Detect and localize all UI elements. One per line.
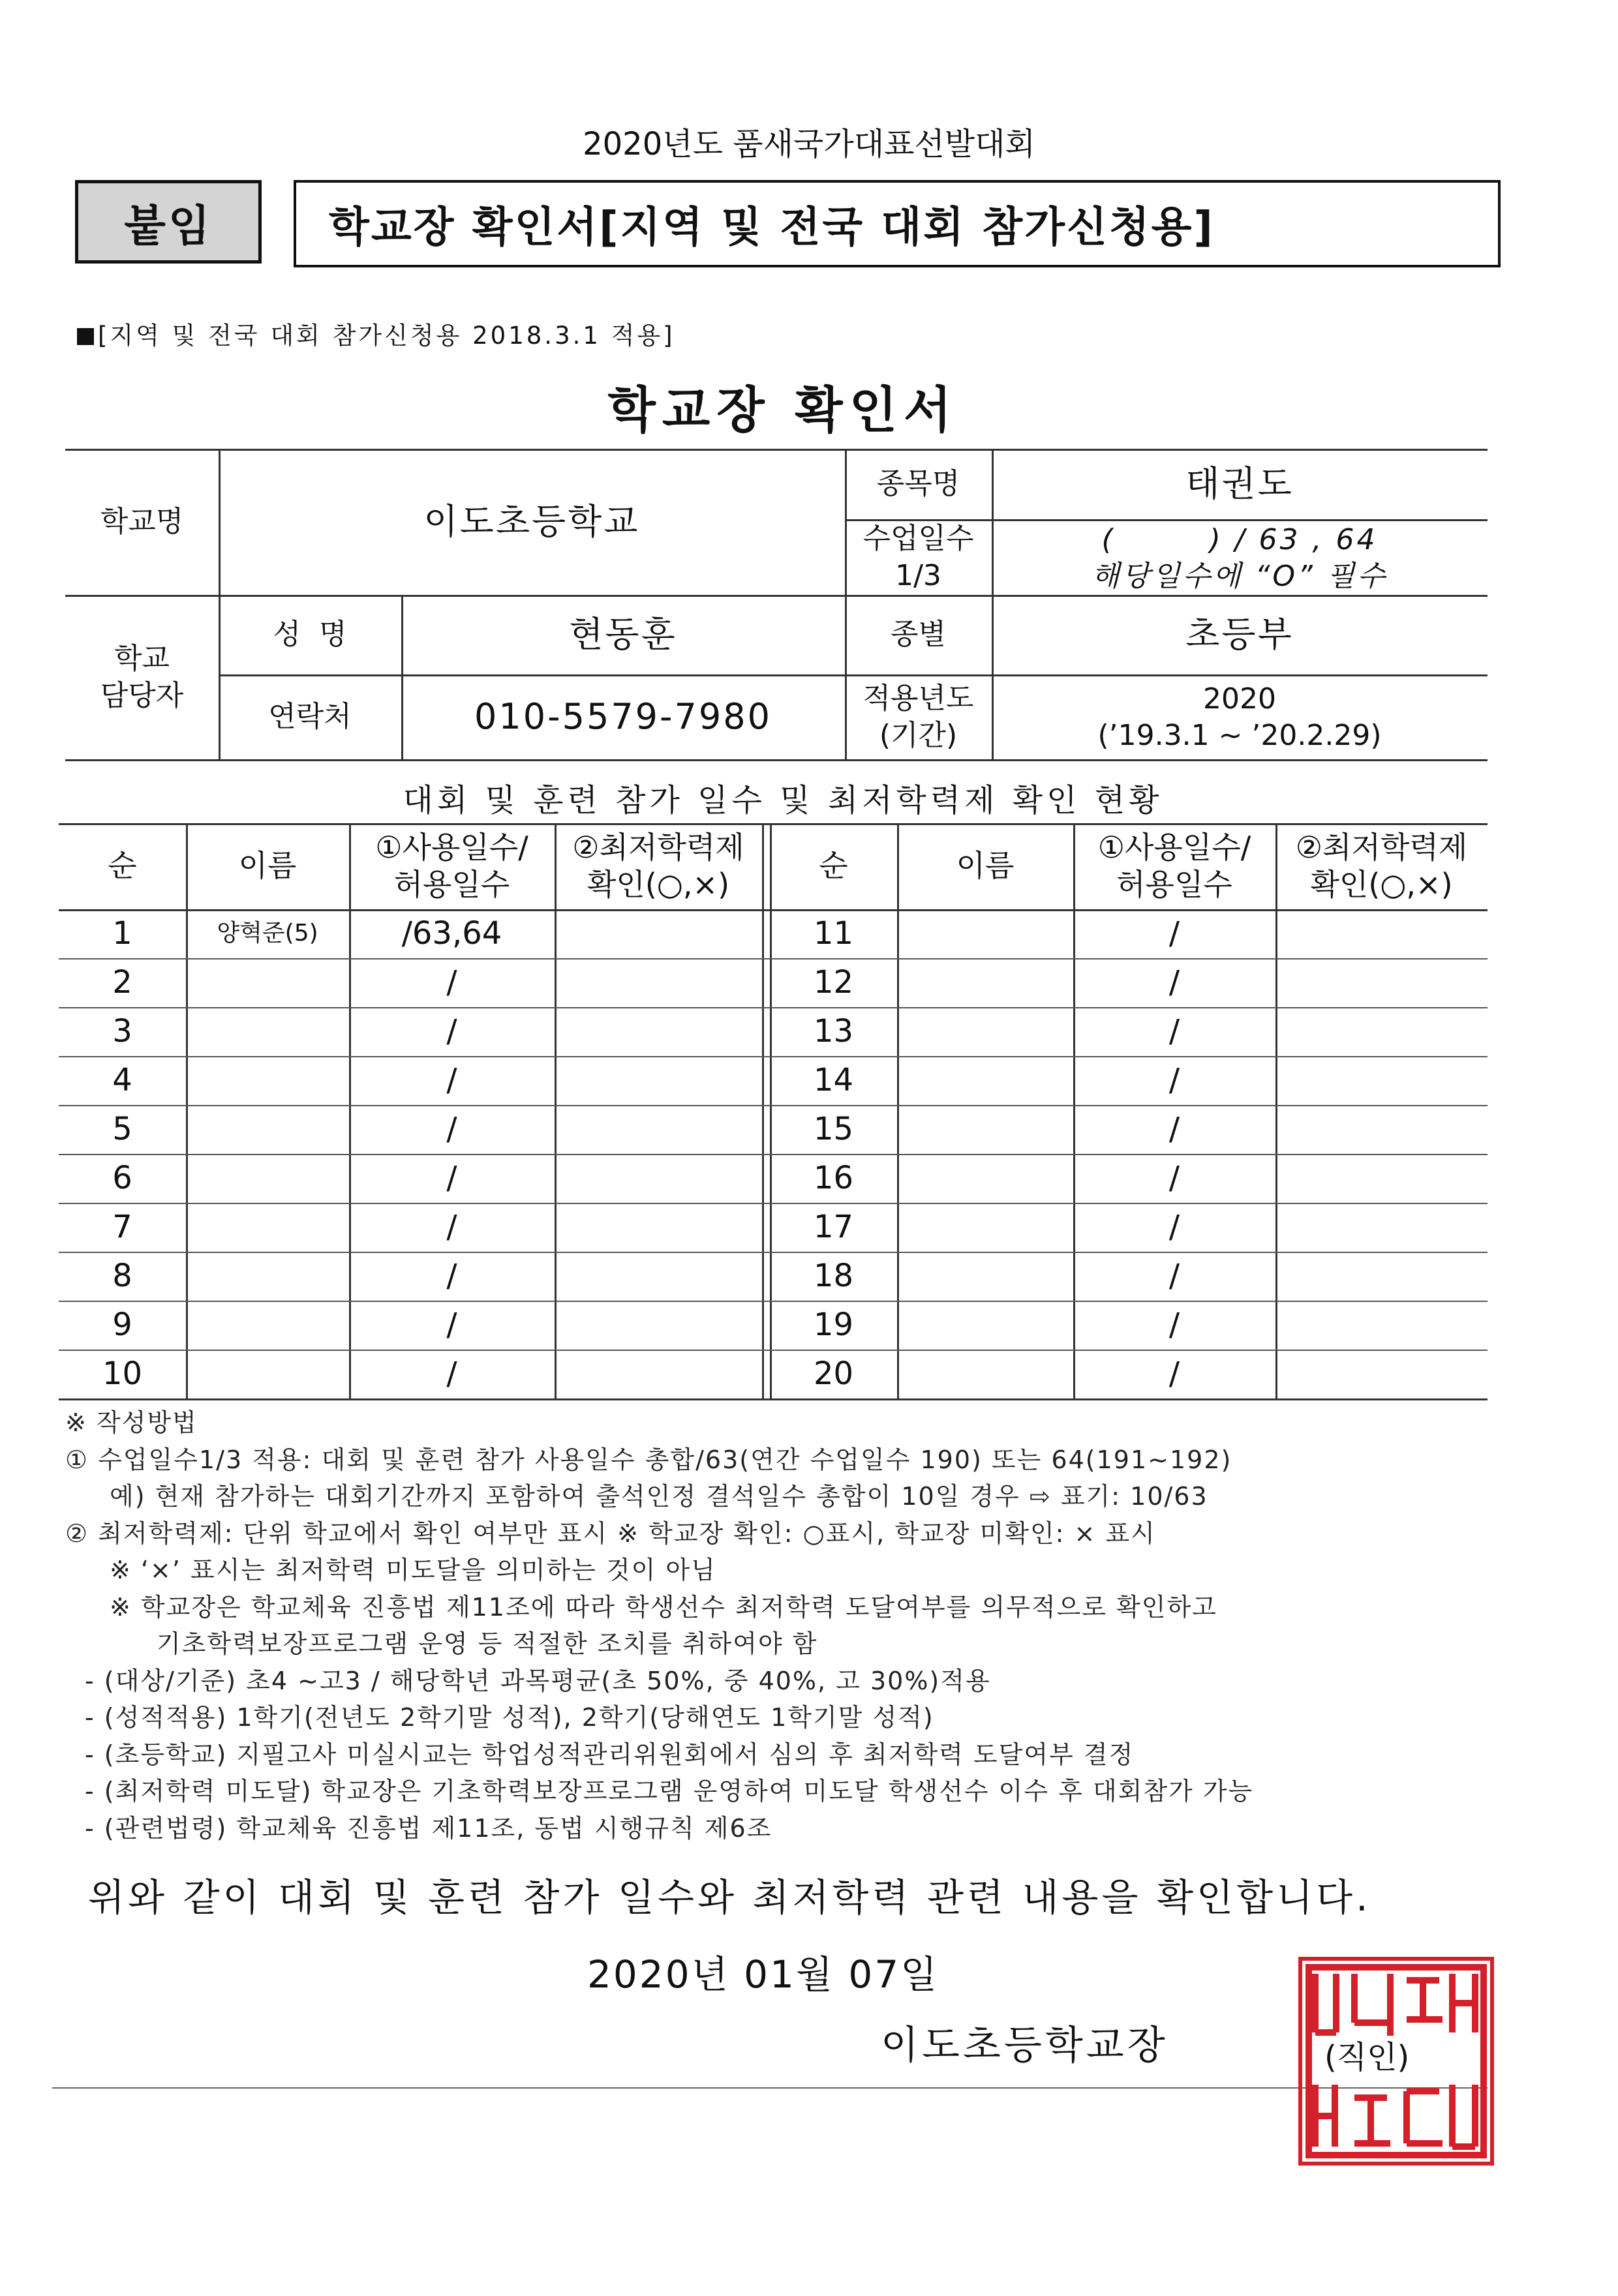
cell-check — [555, 1301, 762, 1350]
cell-name — [186, 958, 349, 1007]
school-name-label: 학교명 — [100, 505, 184, 539]
cell-name — [897, 1056, 1073, 1105]
cell-check — [1275, 1007, 1488, 1056]
cell-days: / — [446, 1355, 457, 1393]
header-name-right: 이름 — [956, 848, 1015, 884]
cell-days: / — [446, 1307, 457, 1344]
cell-no: 2 — [112, 964, 132, 1001]
cell-name — [186, 1105, 349, 1154]
cell-no: 7 — [112, 1209, 132, 1246]
contact-label: 연락처 — [268, 700, 352, 734]
cell-name — [186, 1252, 349, 1301]
cell-name — [897, 1301, 1073, 1350]
form-code — [77, 316, 675, 351]
school-name-value: 이도초등학교 — [423, 500, 640, 542]
cell-check — [1275, 1056, 1488, 1105]
note-line: - (성적적용) 1학기(전년도 2학기말 성적), 2학기(당해연도 1학기말 성적) — [85, 1703, 934, 1732]
cell-name — [897, 1203, 1073, 1252]
cell-days: / — [1168, 915, 1180, 952]
person-name-label: 성 명 — [273, 618, 347, 652]
cell-check — [555, 958, 762, 1007]
principal-name: 이도초등학교장 — [881, 2023, 1168, 2068]
note-line: 기초학력보장프로그램 운영 등 적절한 조치를 취하여야 함 — [157, 1629, 818, 1658]
cell-check — [1275, 1154, 1488, 1203]
cell-no: 3 — [112, 1013, 132, 1050]
cell-days: / — [1168, 1013, 1180, 1050]
header-no-right: 순 — [819, 848, 848, 884]
cell-check — [1275, 1252, 1488, 1301]
cell-days: / — [1168, 964, 1180, 1001]
cell-days: / — [446, 1111, 457, 1148]
cell-check — [555, 1154, 762, 1203]
cell-days: / — [446, 1062, 457, 1099]
cell-no: 13 — [813, 1013, 854, 1050]
cell-name — [186, 1203, 349, 1252]
cell-days: / — [446, 1160, 457, 1197]
cell-check — [1275, 1105, 1488, 1154]
category-label: 종별 — [890, 618, 946, 652]
contact-value: 010-5579-7980 — [474, 695, 772, 737]
note-line: - (최저학력 미도달) 학교장은 기초학력보장프로그램 운영하여 미도달 학생선수 이수 후 대회참가 가능 — [85, 1777, 1254, 1805]
event-title: 2020년도 품새국가대표선발대회 — [583, 126, 1035, 162]
cell-days: / — [1168, 1062, 1180, 1099]
header-days-left: ①사용일수/ 허용일수 — [375, 829, 528, 902]
cell-name: 양혁준(5) — [217, 920, 318, 947]
header-check-left: ②최저학력제 확인(○,×) — [572, 829, 744, 902]
class-days-note: 해당일수에 “O” 필수 — [1091, 560, 1388, 594]
apply-year-label: 적용년도 (기간) — [862, 681, 974, 752]
cell-no: 1 — [112, 915, 132, 952]
cell-days: / — [1168, 1355, 1180, 1393]
cell-no: 18 — [813, 1258, 854, 1295]
manager-label: 학교 담당자 — [100, 641, 184, 712]
cell-check — [1275, 909, 1488, 958]
note-line: ※ 작성방법 — [65, 1408, 198, 1437]
header-no-left: 순 — [108, 848, 137, 884]
cell-no: 10 — [102, 1355, 143, 1393]
form-code-text: [지역 및 전국 대회 참가신청용 2018.3.1 적용] — [98, 322, 675, 350]
cell-check — [555, 1203, 762, 1252]
cell-days: /63,64 — [401, 915, 502, 952]
note-line: 예) 현재 참가하는 대회기간까지 포함하여 출석인정 결석일수 총합이 10일 경우 ⇨ 표기: 10/63 — [110, 1482, 1208, 1511]
cell-no: 15 — [813, 1111, 854, 1148]
cell-no: 5 — [112, 1111, 132, 1148]
cell-days: / — [1168, 1258, 1180, 1295]
cell-no: 4 — [112, 1062, 132, 1099]
cell-name — [897, 909, 1073, 958]
cell-name — [897, 1105, 1073, 1154]
note-line: - (대상/기준) 초4 ~고3 / 해당학년 과목평균(초 50%, 중 40%, 고 30%)적용 — [85, 1667, 991, 1695]
cell-check — [1275, 958, 1488, 1007]
cell-no: 19 — [813, 1307, 854, 1344]
note-line: ① 수업일수1/3 적용: 대회 및 훈련 참가 사용일수 총합/63(연간 수업일수 190) 또는 64(191~192) — [65, 1445, 1232, 1474]
event-name-label: 종목명 — [876, 467, 960, 501]
note-line: ※ 학교장은 학교체육 진흥법 제11조에 따라 학생선수 최저학력 도달여부를 의무적으로 확인하고 — [110, 1593, 1217, 1622]
header-name-left: 이름 — [238, 848, 297, 884]
cell-no: 6 — [112, 1160, 132, 1197]
cell-no: 14 — [813, 1062, 854, 1099]
cell-days: / — [446, 964, 457, 1001]
cell-name — [186, 1056, 349, 1105]
square-bullet-icon — [77, 328, 94, 345]
confirmation-statement: 위와 같이 대회 및 훈련 참가 일수와 최저학력 관련 내용을 확인합니다. — [88, 1875, 1371, 1920]
cell-no: 9 — [112, 1307, 132, 1344]
cell-check — [555, 1007, 762, 1056]
cell-name — [186, 1007, 349, 1056]
cell-days: / — [446, 1013, 457, 1050]
cell-check — [1275, 1203, 1488, 1252]
note-line: ※ ‘×’ 표시는 최저학력 미도달을 의미하는 것이 아님 — [110, 1556, 716, 1584]
cell-name — [897, 1154, 1073, 1203]
cell-check — [555, 1350, 762, 1398]
cell-no: 8 — [112, 1258, 132, 1295]
confirmation-date: 2020년 01월 07일 — [587, 1952, 939, 1997]
cell-name — [897, 958, 1073, 1007]
apply-year-period: (’19.3.1 ~ ’20.2.29) — [1097, 719, 1382, 753]
cell-days: / — [1168, 1160, 1180, 1197]
cell-days: / — [1168, 1111, 1180, 1148]
cell-check — [1275, 1350, 1488, 1398]
seal-label: (직인) — [1324, 2039, 1410, 2076]
cell-check — [555, 1105, 762, 1154]
cell-no: 17 — [813, 1209, 854, 1246]
note-line: ② 최저학력제: 단위 학교에서 확인 여부만 표시 ※ 학교장 확인: ○표시, 학교장 미확인: × 표시 — [65, 1519, 1156, 1548]
cell-name — [897, 1350, 1073, 1398]
class-days-value: ( ) / 63 , 64 — [1101, 523, 1378, 557]
form-title: 학교장 확인서 — [607, 381, 958, 439]
category-value: 초등부 — [1185, 613, 1294, 655]
cell-check — [555, 1056, 762, 1105]
apply-year-value: 2020 — [1203, 682, 1276, 716]
note-line: - (관련법령) 학교체육 진흥법 제11조, 동법 시행규칙 제6조 — [85, 1814, 772, 1843]
note-line: - (초등학교) 지필고사 미실시교는 학업성적관리위원회에서 심의 후 최저학력 도달여부 결정 — [85, 1740, 1135, 1769]
cell-no: 12 — [813, 964, 854, 1001]
cell-no: 11 — [813, 915, 854, 952]
cell-name — [897, 1007, 1073, 1056]
event-name-value: 태권도 — [1185, 462, 1294, 504]
header-check-right: ②최저학력제 확인(○,×) — [1295, 829, 1468, 902]
annex-label: 붙임 — [75, 180, 262, 264]
cell-days: / — [1168, 1209, 1180, 1246]
cell-no: 16 — [813, 1160, 854, 1197]
cell-name — [897, 1252, 1073, 1301]
cell-days: / — [446, 1258, 457, 1295]
header-days-right: ①사용일수/ 허용일수 — [1097, 829, 1251, 902]
cell-no: 20 — [813, 1355, 854, 1393]
cell-days: / — [446, 1209, 457, 1246]
document-title: 학교장 확인서[지역 및 전국 대회 참가신청용] — [294, 180, 1501, 267]
cell-name — [186, 1301, 349, 1350]
class-days-label: 수업일수 1/3 — [862, 521, 974, 592]
footer-divider — [52, 2087, 1488, 2089]
cell-check — [1275, 1301, 1488, 1350]
cell-days: / — [1168, 1307, 1180, 1344]
cell-check — [555, 909, 762, 958]
cell-name — [186, 1154, 349, 1203]
table-caption: 대회 및 훈련 참가 일수 및 최저학력제 확인 현황 — [403, 782, 1163, 819]
cell-check — [555, 1252, 762, 1301]
person-name-value: 현동훈 — [569, 613, 677, 655]
cell-name — [186, 1350, 349, 1398]
